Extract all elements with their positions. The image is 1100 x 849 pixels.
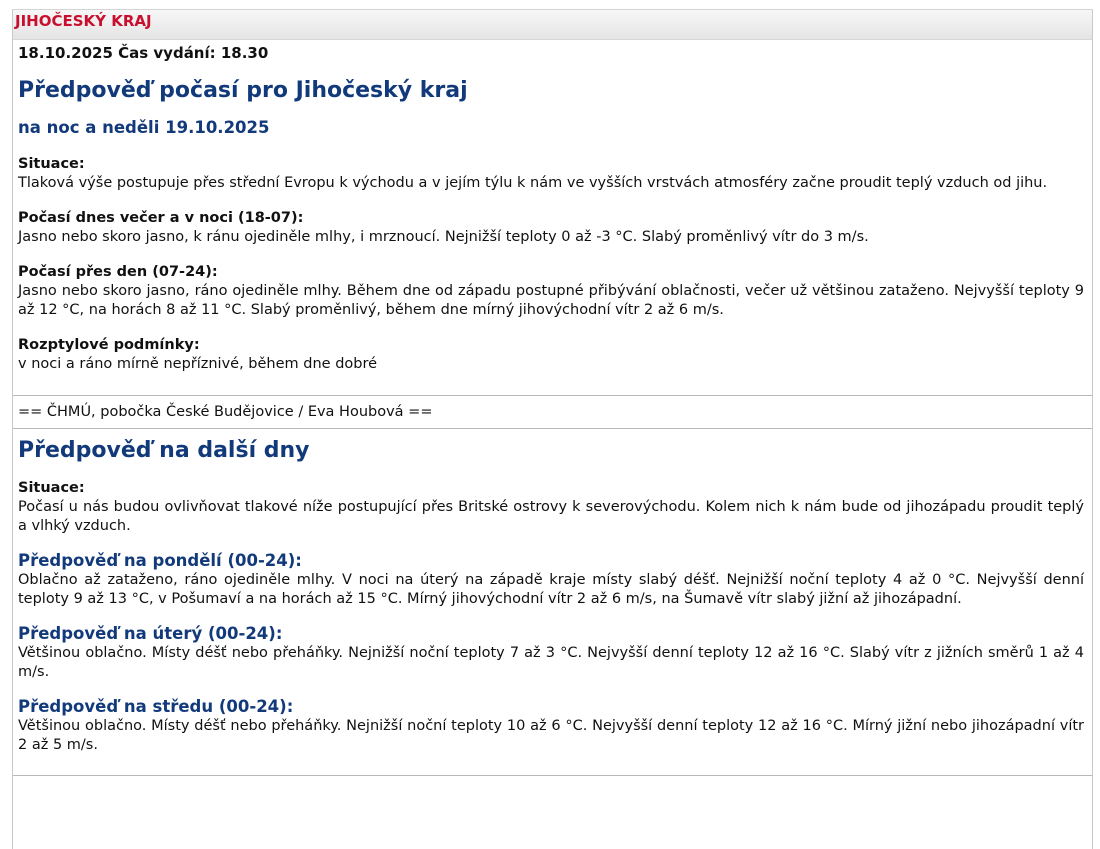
section-label: Počasí dnes večer a v noci (18-07):: [18, 210, 304, 226]
region-header-bar: [13, 10, 1092, 40]
region-title: JIHOČESKÝ KRAJ: [15, 12, 152, 30]
section-text: Jasno nebo skoro jasno, ráno ojediněle mlhy. Během dne od západu postupné přibývání oblačnosti, večer už většinou zataženo. Nejvyšší teploty 9 až 12 °C, na horách 8 až 11 °C. Slabý proměnlivý, během dne mírný jihovýchodní vítr 2 až 6 m/s.: [18, 283, 1084, 318]
day-forecast-monday: [18, 550, 1084, 609]
section-label: Rozptylové podmínky:: [18, 337, 200, 353]
section-label: Situace:: [18, 480, 85, 496]
day-forecast-tuesday: [18, 623, 1084, 682]
next-days-title: Předpověď na další dny: [18, 438, 310, 463]
day-text: Většinou oblačno. Místy déšť nebo přeháňky. Nejnižší noční teploty 10 až 6 °C. Nejvyšší denní teploty 12 až 16 °C. Mírný jižní nebo jihozápadní vítr 2 až 5 m/s.: [18, 718, 1084, 753]
forecast-panel: [12, 9, 1093, 849]
section-text: v noci a ráno mírně nepříznivé, během dne dobré: [18, 356, 378, 372]
dispersion-section: [18, 336, 1084, 374]
tonight-section: [18, 209, 1084, 247]
next-days-situation: [18, 479, 1084, 536]
author-signature: == ČHMÚ, pobočka České Budějovice / Eva Houbová ==: [18, 404, 433, 420]
divider: [13, 428, 1092, 429]
section-text: Jasno nebo skoro jasno, k ránu ojediněle mlhy, i mrznoucí. Nejnižší teploty 0 až -3 °C. Slabý proměnlivý vítr do 3 m/s.: [18, 229, 869, 245]
forecast-period: na noc a neděli 19.10.2025: [18, 118, 270, 137]
day-text: Oblačno až zataženo, ráno ojediněle mlhy. V noci na úterý na západě kraje místy slabý déšť. Nejnižší noční teploty 4 až 0 °C. Nejvyšší denní teploty 9 až 13 °C, v Pošumaví a na horách až 15 °C. Mírný jihovýchodní vítr 2 až 6 m/s, na Šumavě vítr slabý jižní až jihozápadní.: [18, 572, 1084, 607]
section-text: Tlaková výše postupuje přes střední Evropu k východu a v jejím týlu k nám ve vyšších vrstvách atmosféry začne proudit teplý vzduch od jihu.: [18, 175, 1048, 191]
day-text: Většinou oblačno. Místy déšť nebo přeháňky. Nejnižší noční teploty 7 až 3 °C. Nejvyšší denní teploty 12 až 16 °C. Slabý vítr z jižních směrů 1 až 4 m/s.: [18, 645, 1084, 680]
page-title: Předpověď počasí pro Jihočeský kraj: [18, 78, 468, 103]
day-label: Předpověď na středu (00-24):: [18, 697, 294, 716]
section-text: Počasí u nás budou ovlivňovat tlakové níže postupující přes Britské ostrovy k severovýchodu. Kolem nich k nám bude od jihozápadu proudit teplý a vlhký vzduch.: [18, 499, 1084, 534]
daytime-section: [18, 263, 1084, 320]
day-forecast-wednesday: [18, 696, 1084, 755]
day-label: Předpověď na úterý (00-24):: [18, 624, 283, 643]
issue-date: 18.10.2025 Čas vydání: 18.30: [18, 44, 269, 62]
situation-section: [18, 155, 1084, 193]
section-label: Počasí přes den (07-24):: [18, 264, 218, 280]
day-label: Předpověď na pondělí (00-24):: [18, 551, 302, 570]
forecast-content: [13, 43, 1092, 776]
section-label: Situace:: [18, 156, 85, 172]
divider: [13, 775, 1092, 776]
